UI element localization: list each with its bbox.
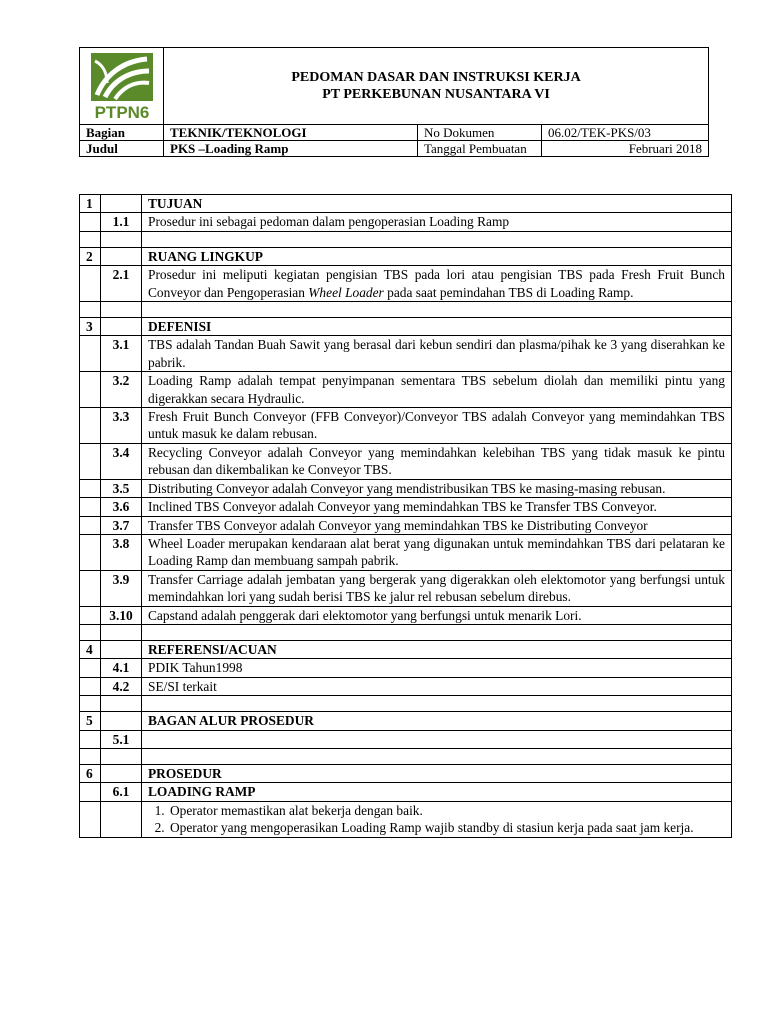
item-number: 3.5 <box>101 479 142 497</box>
steps-row <box>80 801 732 837</box>
bagian-value: TEKNIK/TEKNOLOGI <box>164 125 418 141</box>
tanggal-label: Tanggal Pembuatan <box>418 141 542 157</box>
no-dokumen-label: No Dokumen <box>418 125 542 141</box>
steps-list <box>148 802 725 837</box>
logo-cell <box>80 48 164 125</box>
section-number: 6 <box>80 764 101 782</box>
item-number: 5.1 <box>101 730 142 748</box>
item-text: Capstand adalah penggerak dari elektomotor yang berfungsi untuk menarik Lori. <box>142 606 732 624</box>
item-row <box>80 516 732 534</box>
section-title: TUJUAN <box>142 195 732 213</box>
item-number: 3.3 <box>101 408 142 444</box>
item-text-part: pada saat pemindahan TBS di Loading Ramp. <box>383 284 634 300</box>
judul-label: Judul <box>80 141 164 157</box>
section-row <box>80 640 732 658</box>
logo-text: PTPN6 <box>94 103 149 121</box>
item-text: TBS adalah Tandan Buah Sawit yang berasal dari kebun sendiri dan plasma/pihak ke 3 yang diserahkan ke pabrik. <box>142 336 732 372</box>
item-number: 6.1 <box>101 783 142 801</box>
item-text: Fresh Fruit Bunch Conveyor (FFB Conveyor)/Conveyor TBS adalah Conveyor yang memindahkan TBS untuk masuk ke dalam rebusan. <box>142 408 732 444</box>
item-number: 3.10 <box>101 606 142 624</box>
section-number: 2 <box>80 247 101 265</box>
blank-row <box>80 302 732 318</box>
item-text: Loading Ramp adalah tempat penyimpanan sementara TBS sebelum diolah dan memiliki pintu yang digerakkan secara Hydraulic. <box>142 372 732 408</box>
item-number: 2.1 <box>101 266 142 302</box>
item-row <box>80 659 732 677</box>
item-number: 3.7 <box>101 516 142 534</box>
section-title: BAGAN ALUR PROSEDUR <box>142 712 732 730</box>
item-row <box>80 372 732 408</box>
item-number: 3.1 <box>101 336 142 372</box>
item-row <box>80 498 732 516</box>
item-row <box>80 213 732 231</box>
item-row <box>80 534 732 570</box>
section-number: 3 <box>80 318 101 336</box>
item-row <box>80 443 732 479</box>
item-text: Inclined TBS Conveyor adalah Conveyor yang memindahkan TBS ke Transfer TBS Conveyor. <box>142 498 732 516</box>
item-number: 4.1 <box>101 659 142 677</box>
subsection-row <box>80 783 732 801</box>
document-title <box>164 48 709 125</box>
blank-row <box>80 748 732 764</box>
procedure-table <box>79 194 732 838</box>
tanggal-value: Februari 2018 <box>542 141 709 157</box>
no-dokumen-value: 06.02/TEK-PKS/03 <box>542 125 709 141</box>
section-number: 5 <box>80 712 101 730</box>
item-row <box>80 408 732 444</box>
blank-row <box>80 696 732 712</box>
procedure-steps <box>142 801 732 837</box>
blank-row <box>80 624 732 640</box>
item-row <box>80 336 732 372</box>
item-text: Distributing Conveyor adalah Conveyor yang mendistribusikan TBS ke masing-masing rebusan. <box>142 479 732 497</box>
judul-value: PKS –Loading Ramp <box>164 141 418 157</box>
item-text: Transfer Carriage adalah jembatan yang bergerak yang digerakkan oleh elektomotor yang berfungsi untuk memindahkan lori yang sudah berisi TBS ke jalur rel rebusan sebelum direbus. <box>142 570 732 606</box>
section-title: RUANG LINGKUP <box>142 247 732 265</box>
ptpn6-logo-icon <box>85 51 159 121</box>
section-title: DEFENISI <box>142 318 732 336</box>
item-number: 3.4 <box>101 443 142 479</box>
item-text-part: Prosedur ini meliputi kegiatan pengisian TBS pada lori atau pengisian TBS pada Fresh Fruit Bunch Conveyor dan Pengoperasian <box>148 267 725 300</box>
step-item: 1. Operator memastikan alat bekerja dengan baik. <box>168 802 725 819</box>
item-row <box>80 266 732 302</box>
step-item: 2. Operator yang mengoperasikan Loading Ramp wajib standby di stasiun kerja pada saat jam kerja. <box>168 819 725 836</box>
item-text: Transfer TBS Conveyor adalah Conveyor yang memindahkan TBS ke Distributing Conveyor <box>142 516 732 534</box>
item-number: 1.1 <box>101 213 142 231</box>
section-number: 1 <box>80 195 101 213</box>
section-row <box>80 764 732 782</box>
section-title: PROSEDUR <box>142 764 732 782</box>
item-text: Wheel Loader merupakan kendaraan alat berat yang digunakan untuk memindahkan TBS dari pelataran ke Loading Ramp dan membuang sampah pabrik. <box>142 534 732 570</box>
item-number: 3.2 <box>101 372 142 408</box>
section-number: 4 <box>80 640 101 658</box>
section-row <box>80 318 732 336</box>
item-row <box>80 730 732 748</box>
item-number: 4.2 <box>101 677 142 695</box>
bagian-label: Bagian <box>80 125 164 141</box>
item-text <box>142 730 732 748</box>
title-line-1: PEDOMAN DASAR DAN INSTRUKSI KERJA <box>291 70 581 85</box>
item-number: 3.6 <box>101 498 142 516</box>
title-line-2: PT PERKEBUNAN NUSANTARA VI <box>322 87 550 102</box>
item-row <box>80 479 732 497</box>
item-text: Prosedur ini sebagai pedoman dalam pengoperasian Loading Ramp <box>142 213 732 231</box>
section-row <box>80 195 732 213</box>
item-text: Recycling Conveyor adalah Conveyor yang memindahkan kelebihan TBS yang tidak masuk ke pintu rebusan dan dikembalikan ke Conveyor TBS. <box>142 443 732 479</box>
section-title: REFERENSI/ACUAN <box>142 640 732 658</box>
item-row <box>80 677 732 695</box>
section-row <box>80 247 732 265</box>
item-number: 3.9 <box>101 570 142 606</box>
item-text <box>142 266 732 302</box>
item-text: SE/SI terkait <box>142 677 732 695</box>
subsection-title: LOADING RAMP <box>142 783 732 801</box>
item-row <box>80 606 732 624</box>
item-number: 3.8 <box>101 534 142 570</box>
item-row <box>80 570 732 606</box>
blank-row <box>80 231 732 247</box>
item-text-italic: Wheel Loader <box>308 284 384 300</box>
document-header <box>79 47 709 157</box>
item-text: PDIK Tahun1998 <box>142 659 732 677</box>
section-row <box>80 712 732 730</box>
